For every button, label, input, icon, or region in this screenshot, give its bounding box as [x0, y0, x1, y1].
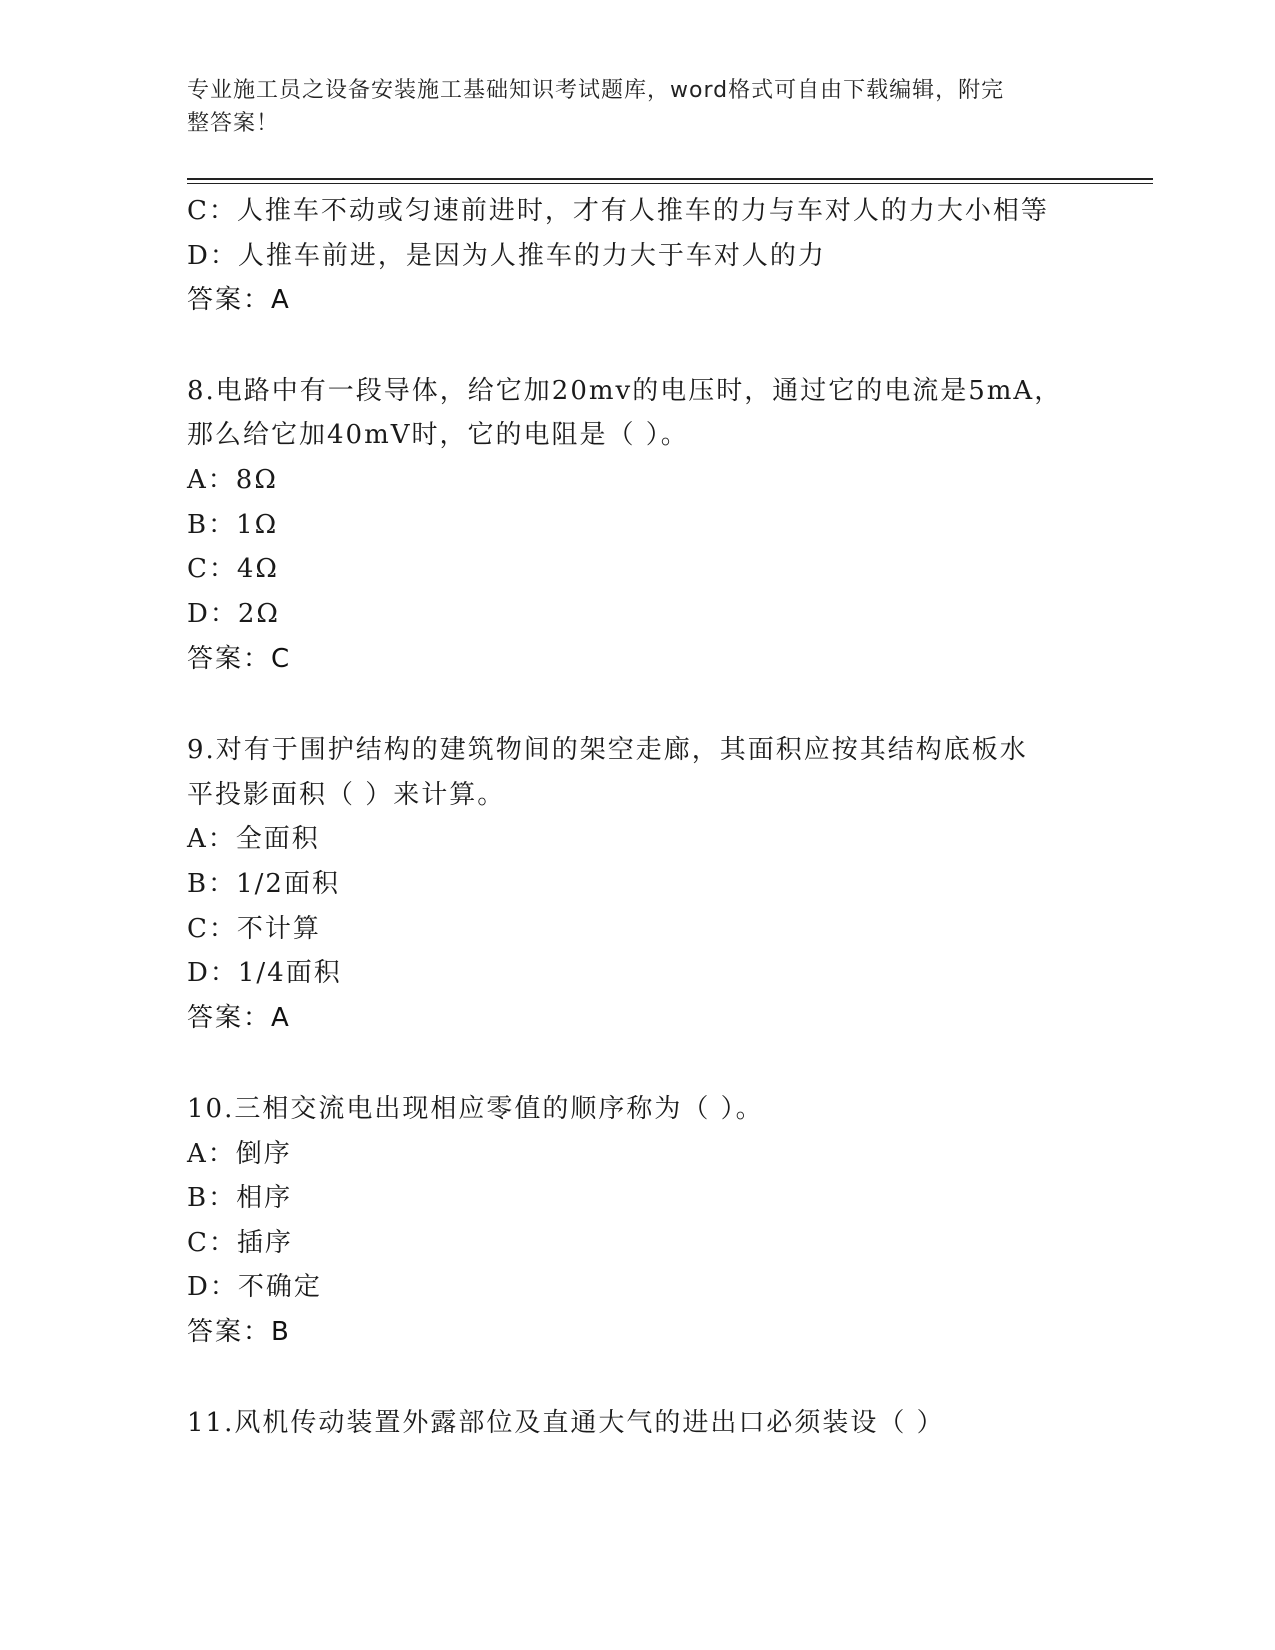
q9-option-b: B：1/2面积: [187, 869, 340, 899]
q9-answer: 答案：A: [187, 1003, 291, 1033]
q10-stem-line-1: 10.三相交流电出现相应零值的顺序称为（ ）。: [187, 1094, 764, 1124]
q11-stem-line-1: 11.风机传动装置外露部位及直通大气的进出口必须装设（ ）: [187, 1408, 945, 1438]
q9-option-d: D：1/4面积: [187, 958, 342, 988]
q9-stem-line-1: 9.对有于围护结构的建筑物间的架空走廊，其面积应按其结构底板水: [187, 735, 1028, 765]
q10-option-d: D：不确定: [187, 1272, 322, 1302]
header-line-2: 整答案！: [187, 111, 280, 136]
q10-option-b: B：相序: [187, 1183, 293, 1213]
prev-option-c: C：人推车不动或匀速前进时，才有人推车的力与车对人的力大小相等: [187, 196, 1049, 226]
header-line-1: 专业施工员之设备安装施工基础知识考试题库，word格式可自由下载编辑，附完: [187, 78, 1005, 103]
q9-option-c: C：不计算: [187, 914, 321, 944]
document-header: [187, 74, 1067, 140]
prev-answer: 答案：A: [187, 285, 291, 315]
q9-option-a: A：全面积: [187, 824, 320, 854]
prev-option-d: D：人推车前进，是因为人推车的力大于车对人的力: [187, 241, 826, 271]
q10-option-a: A：倒序: [187, 1139, 292, 1169]
q8-option-a: A：8Ω: [187, 465, 278, 495]
q10-answer: 答案：B: [187, 1317, 291, 1347]
q8-option-d: D：2Ω: [187, 599, 280, 629]
q8-stem-line-1: 8.电路中有一段导体，给它加20mv的电压时，通过它的电流是5mA，: [187, 376, 1063, 406]
q9-stem-line-2: 平投影面积（ ）来计算。: [187, 780, 506, 810]
q8-option-c: C：4Ω: [187, 554, 279, 584]
q10-option-c: C：插序: [187, 1228, 293, 1258]
q8-stem-line-2: 那么给它加40mV时，它的电阻是（ ）。: [187, 420, 689, 450]
q8-answer: 答案：C: [187, 644, 292, 674]
q8-option-b: B：1Ω: [187, 510, 279, 540]
header-rule-thick: [187, 178, 1153, 180]
header-rule-thin: [187, 183, 1153, 184]
